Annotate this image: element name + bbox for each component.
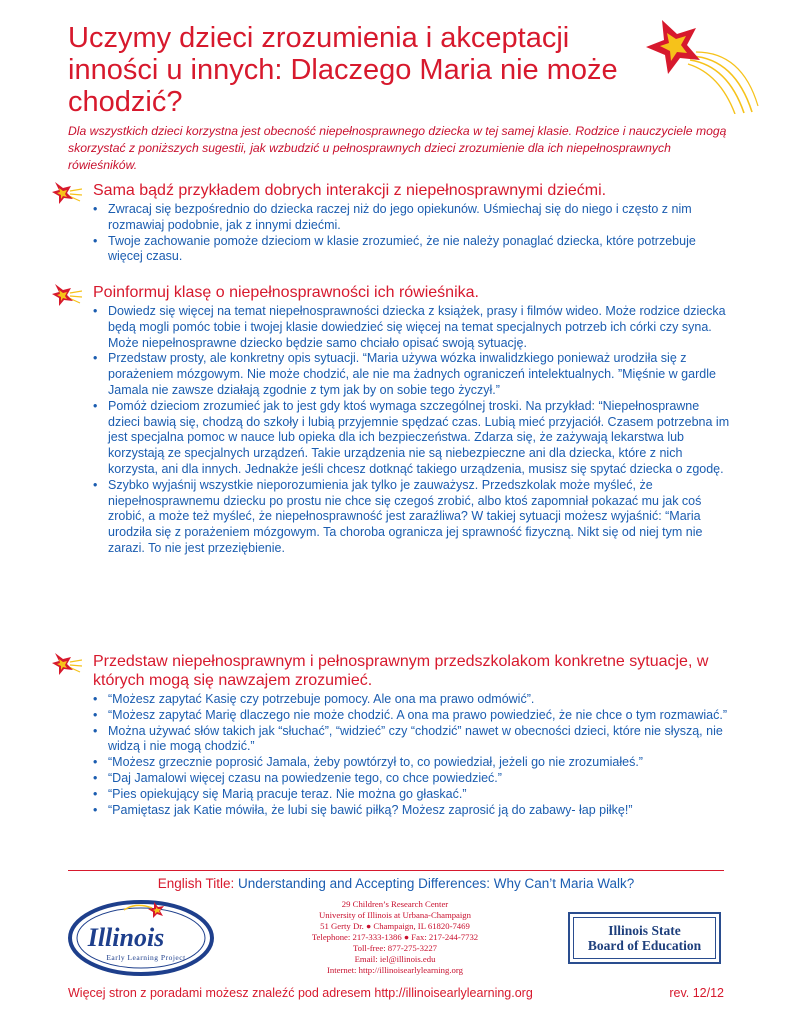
star-bullet-icon bbox=[52, 283, 82, 307]
contact-url[interactable]: Internet: http://illinoisearlylearning.org bbox=[327, 965, 463, 975]
contact-block bbox=[270, 899, 520, 976]
bullet-dot: • bbox=[93, 786, 98, 801]
bullet-dot: • bbox=[93, 202, 98, 216]
bullet-dot: • bbox=[93, 398, 98, 413]
list-item: • “Możesz grzecznie poprosić Jamala, żeby powtórzył to, co powiedział, jeżeli go nie zrozumiałeś.” bbox=[93, 755, 643, 770]
bullet-list bbox=[93, 202, 732, 265]
bullet-dot: • bbox=[93, 723, 98, 738]
bullet-dot: • bbox=[93, 692, 98, 706]
bullet-dot: • bbox=[93, 477, 98, 492]
bullet-dot: • bbox=[93, 351, 98, 366]
page-title: Uczymy dzieci zrozumienia i akceptacji inności u innych: Dlaczego Maria nie może chodzić? bbox=[68, 22, 618, 118]
list-item: • “Daj Jamalowi więcej czasu na powiedzenie tego, co chce powiedzieć.” bbox=[93, 770, 502, 785]
list-item: • “Pamiętasz jak Katie mówiła, że lubi się bawić piłką? Możesz zaprosić ją do zabawy- łap piłkę!” bbox=[93, 802, 633, 817]
contact-line: University of Illinois at Urbana-Champaign bbox=[319, 910, 471, 920]
bullet-dot: • bbox=[93, 770, 98, 785]
star-bullet-icon bbox=[52, 181, 82, 205]
isbe-line-2: Board of Education bbox=[587, 938, 702, 953]
isbe-logo bbox=[568, 912, 721, 964]
bullet-list bbox=[93, 304, 732, 557]
contact-line: Telephone: 217-333-1386 ● Fax: 217-244-7732 bbox=[311, 932, 479, 942]
bullet-dot: • bbox=[93, 755, 98, 770]
footer bbox=[68, 985, 724, 1001]
contact-email[interactable]: Email: iel@illinois.edu bbox=[354, 954, 436, 964]
list-item: • “Możesz zapytać Marię dlaczego nie może chodzić. A ona ma prawo powiedzieć, że nie chce o tym rozmawiać.” bbox=[93, 707, 728, 722]
footer-text[interactable]: Więcej stron z poradami możesz znaleźć pod adresem http://illinoisearlylearning.org bbox=[68, 986, 533, 1000]
list-item: • Dowiedz się więcej na temat niepełnosprawności dziecka z książek, prasy i filmów wideo. Może rodzice dziecka będą mogli pomóc tobie i twojej klasie dowiedzieć się więcej na temat specjalnych potrzeb ich córki czy syna. Może niepełnosprawne dziecko będzie samo chciało opisać swoją sytuację. bbox=[93, 304, 726, 350]
list-item: • Twoje zachowanie pomoże dzieciom w klasie zrozumieć, że nie należy ponaglać dziecka, które potrzebuje więcej czasu. bbox=[93, 233, 696, 264]
list-item: • “Możesz zapytać Kasię czy potrzebuje pomocy. Ale ona ma prawo odmówić”. bbox=[93, 692, 535, 706]
shooting-star-icon bbox=[640, 14, 760, 114]
list-item: • Szybko wyjaśnij wszystkie nieporozumienia jak tylko je zauważysz. Przedszkolak może myśleć, że niepełnosprawnemu dziecku po prostu nie chce się czegoś zrobić, albo ktoś zapomniał pokazać mu jak coś zrobić, a może też myśleć, że niepełnosprawność jest zaraźliwa? W takiej sytuacji możesz wyjaśnić: “Maria urodziła się z porażeniem mózgowym. Ta choroba ogranicza jej sprawność fizyczną. Nikt się od niej tym nie zarazi. To nie jest przeziębienie. bbox=[93, 477, 703, 555]
bullet-dot: • bbox=[93, 304, 98, 318]
logo-subtitle: Early Learning Project bbox=[106, 953, 186, 962]
section-heading: Sama bądź przykładem dobrych interakcji z niepełnosprawnymi dziećmi. bbox=[93, 182, 607, 199]
list-item: • Można używać słów takich jak “słuchać”, “widzieć” czy “chodzić” nawet w obecności dzieci, które nie słyszą, nie widzą i nie mogą chodzić.” bbox=[93, 723, 723, 754]
list-item: • Przedstaw prosty, ale konkretny opis sytuacji. “Maria używa wózka inwalidzkiego ponieważ urodziła się z porażeniem mózgowym. Nie może chodzić, ale nie ma żadnych ograniczeń intelektualnych. ”Mięśnie w gardle Jamala nie zawsze działają zgodnie z tym jak by on sobie tego życzył.” bbox=[93, 351, 716, 397]
contact-line: 51 Gerty Dr. ● Champaign, IL 61820-7469 bbox=[320, 921, 470, 931]
divider bbox=[68, 870, 724, 871]
contact-line: Toll-free: 877-275-3227 bbox=[352, 943, 438, 953]
english-title bbox=[68, 875, 724, 892]
revision-label: rev. 12/12 bbox=[669, 986, 724, 1000]
bullet-list bbox=[93, 692, 732, 818]
isbe-line-1: Illinois State bbox=[608, 923, 681, 938]
bullet-dot: • bbox=[93, 802, 98, 817]
isbe-logo-inner bbox=[573, 917, 716, 959]
section-2 bbox=[52, 283, 732, 557]
section-1 bbox=[52, 181, 732, 265]
illinois-early-learning-logo bbox=[66, 896, 216, 978]
logo-name: Illinois bbox=[87, 923, 165, 952]
list-item: • Zwracaj się bezpośrednio do dziecka raczej niż do jego opiekunów. Uśmiechaj się do niego i często z nim rozmawiaj podobnie, jak z innymi dziećmi. bbox=[93, 202, 692, 232]
english-title-label: English Title: bbox=[157, 876, 235, 891]
bullet-dot: • bbox=[93, 233, 98, 248]
english-title-value: Understanding and Accepting Differences: Why Can’t Maria Walk? bbox=[238, 876, 635, 891]
intro-text: Dla wszystkich dzieci korzystna jest obecność niepełnosprawnego dziecka w tej samej klasie. Rodzice i nauczyciele mogą skorzystać z poniższych sugestii, jak wzbudzić u pełnosprawnych dzieci zrozumienie dla ich niepełnosprawnych rówieśników. bbox=[68, 124, 727, 172]
section-heading: Przedstaw niepełnosprawnym i pełnosprawnym przedszkolakom konkretne sytuacje, w których mogą się nawzajem zrozumieć. bbox=[93, 653, 709, 689]
section-3 bbox=[52, 652, 732, 818]
star-bullet-icon bbox=[52, 652, 82, 676]
contact-line: 29 Children’s Research Center bbox=[341, 899, 449, 909]
bullet-dot: • bbox=[93, 707, 98, 722]
section-heading: Poinformuj klasę o niepełnosprawności ich rówieśnika. bbox=[93, 284, 479, 301]
list-item: • Pomóż dzieciom zrozumieć jak to jest gdy ktoś wymaga szczególnej troski. Na przykład: “Niepełnosprawne dzieci bawią się, chodzą do szkoły i lubią przyjemnie spędzać czas. Lubią mieć przyjaciół. Czasem potrzebna im jest specjalna pomoc w nauce lub opieka dla ich bezpieczeństwa. Zdarza się, że zażywają lekarstwa lub korzystają ze specjalnych urządzeń. Takie urządzenia nie są niebezpieczne ani dla dziecka, które z nich korzysta, ani dla innych. Jednakże jeśli chcesz dotknąć takiego urządzenia, musisz się spytać dziecka o zgodę. bbox=[93, 398, 730, 476]
list-item: • “Pies opiekujący się Marią pracuje teraz. Nie można go głaskać.” bbox=[93, 786, 467, 801]
